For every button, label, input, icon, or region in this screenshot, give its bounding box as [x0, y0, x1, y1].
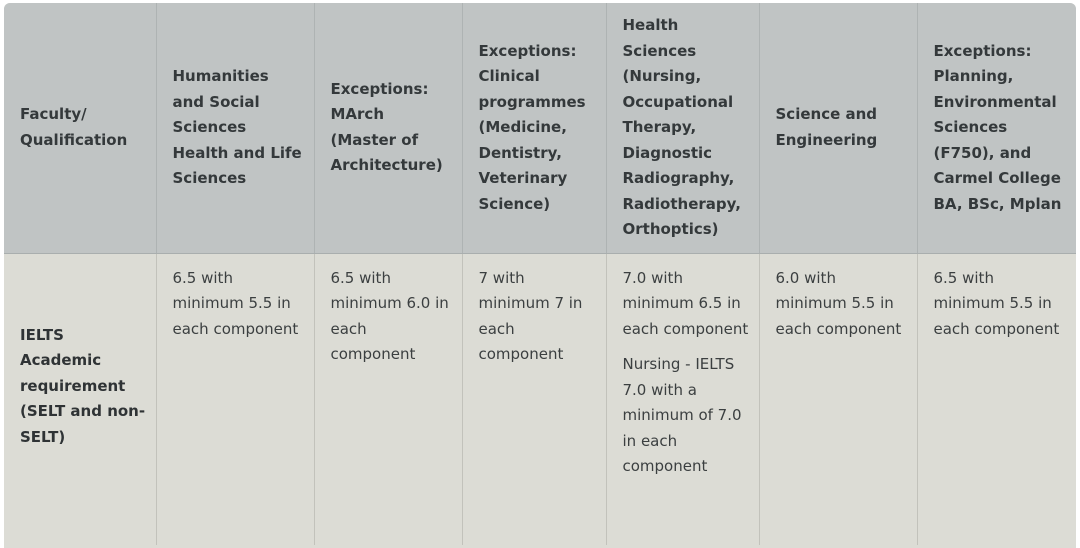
header-humanities-health-life: Humanities and Social Sciences Health and Life Sciences: [156, 3, 314, 253]
header-planning-exception: Exceptions: Planning, Environmental Sciences (F750), and Carmel College BA, BSc, Mplan: [917, 3, 1076, 253]
table-row: [4, 253, 1076, 545]
cell-humanities: 6.5 with minimum 5.5 in each component: [156, 253, 314, 545]
table-header-row: [4, 3, 1076, 253]
header-faculty-qualification: Faculty/ Qualification: [4, 3, 156, 253]
cell-health-sciences: [606, 253, 759, 545]
cell-march: 6.5 with minimum 6.0 in each component: [314, 253, 462, 545]
health-main-requirement: 7.0 with minimum 6.5 in each component: [622, 268, 749, 338]
nursing-note: Nursing - IELTS 7.0 with a minimum of 7.0 in each component: [622, 355, 742, 475]
cell-science-engineering: 6.0 with minimum 5.5 in each component: [759, 253, 917, 545]
header-health-sciences: Health Sciences (Nursing, Occupational Therapy, Diagnostic Radiography, Radiotherapy, Orthoptics): [606, 3, 759, 253]
header-science-engineering: Science and Engineering: [759, 3, 917, 253]
cell-clinical: 7 with minimum 7 in each component: [462, 253, 606, 545]
cell-planning: 6.5 with minimum 5.5 in each component: [917, 253, 1076, 545]
ielts-requirements-table: [4, 3, 1076, 545]
requirements-table-container: [4, 3, 1076, 548]
row-label-ielts: IELTS Academic requirement (SELT and non-SELT): [4, 253, 156, 545]
header-march-exception: Exceptions: MArch (Master of Architecture): [314, 3, 462, 253]
header-clinical-exception: Exceptions: Clinical programmes (Medicine, Dentistry, Veterinary Science): [462, 3, 606, 253]
